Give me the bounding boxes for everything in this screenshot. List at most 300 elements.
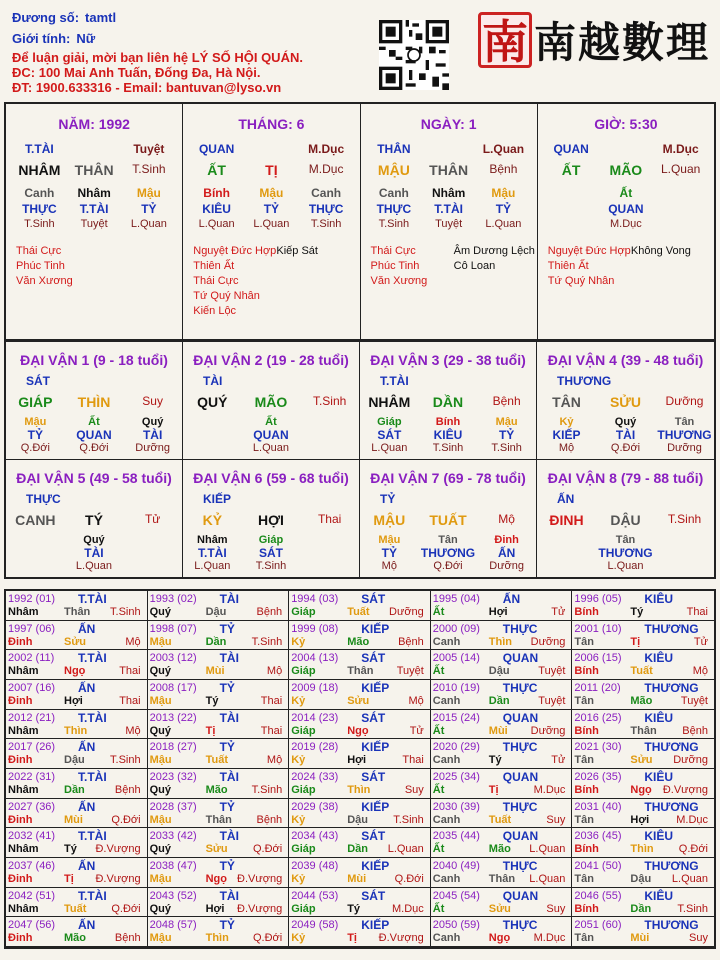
year-stem: Bính bbox=[574, 606, 599, 618]
year-stem: Ất bbox=[432, 665, 445, 678]
year-stem: Mậu bbox=[149, 872, 172, 885]
dai-van-god-row bbox=[360, 428, 536, 442]
brand-title: 南越數理 bbox=[534, 18, 711, 67]
dai-van-stage-cell bbox=[301, 560, 359, 572]
dai-van-hidden bbox=[183, 416, 359, 428]
year-branch: Ngọ bbox=[347, 724, 369, 737]
year-cell[interactable] bbox=[148, 828, 290, 858]
year-cell[interactable] bbox=[289, 858, 431, 888]
star-item: Thiên Ất bbox=[547, 260, 589, 272]
year-branch: Thìn bbox=[488, 635, 513, 648]
year-label: 2040 (49) bbox=[432, 859, 480, 872]
year-label: 2004 (13) bbox=[291, 652, 339, 665]
year-branch: Sửu bbox=[64, 635, 87, 648]
dai-van-title: ĐẠI VẬN 8 (79 - 88 tuổi) bbox=[547, 470, 704, 486]
dai-van-stage-cell bbox=[183, 442, 241, 454]
dai-van-hidden bbox=[6, 416, 182, 428]
year-label: 2035 (44) bbox=[432, 830, 480, 843]
year-cell[interactable] bbox=[289, 888, 431, 918]
pillar-low-cell: M.Dục bbox=[609, 218, 642, 230]
year-branch: Sửu bbox=[205, 843, 228, 856]
year-cell[interactable] bbox=[289, 710, 431, 740]
year-stage: Bệnh bbox=[256, 606, 283, 618]
pillars-grid bbox=[4, 102, 716, 341]
pillar-sub-cell bbox=[654, 186, 708, 200]
dai-van-main bbox=[537, 394, 714, 410]
year-cell[interactable] bbox=[148, 710, 290, 740]
star-item: Nguyệt Đức Hợp bbox=[193, 245, 277, 257]
year-stem: Quý bbox=[149, 724, 171, 737]
dai-van-god: SÁT bbox=[26, 374, 50, 388]
year-label: 2010 (19) bbox=[432, 681, 480, 694]
year-cell[interactable] bbox=[431, 799, 573, 829]
year-cell[interactable] bbox=[6, 799, 148, 829]
year-stage: Thai bbox=[402, 754, 424, 767]
year-god: T.TÀI bbox=[78, 769, 107, 784]
year-stem: Ất bbox=[432, 843, 445, 856]
year-stem: Giáp bbox=[291, 724, 316, 737]
dai-van-god-cell: THƯƠNG bbox=[598, 546, 653, 560]
dai-van-stage-row bbox=[537, 560, 714, 572]
year-stage: M.Dục bbox=[392, 902, 424, 915]
pillar-0 bbox=[6, 104, 183, 339]
year-stage: L.Quan bbox=[529, 843, 566, 856]
year-stem: Mậu bbox=[149, 635, 172, 648]
year-stage: Đ.Vượng bbox=[237, 902, 283, 915]
dai-van-hidden-cell: Quý bbox=[614, 416, 637, 428]
year-cell[interactable] bbox=[148, 591, 290, 621]
year-branch: Dậu bbox=[205, 606, 227, 618]
year-branch: Mão bbox=[64, 932, 86, 945]
year-label: 2020 (29) bbox=[432, 741, 480, 754]
year-cell[interactable] bbox=[572, 799, 714, 829]
qr-code-icon[interactable] bbox=[379, 20, 449, 90]
year-cell[interactable] bbox=[572, 621, 714, 651]
year-stage: T.Sinh bbox=[110, 606, 141, 618]
year-god: QUAN bbox=[502, 829, 539, 844]
year-label: 2030 (39) bbox=[432, 800, 480, 813]
year-cell[interactable] bbox=[148, 769, 290, 799]
dai-van-stage-cell: Dưỡng bbox=[489, 560, 525, 572]
year-cell[interactable] bbox=[572, 917, 714, 947]
year-god: TÀI bbox=[219, 829, 239, 844]
pillar-pri-row bbox=[6, 202, 182, 216]
dai-van-stage-cell: Q.Đới bbox=[79, 442, 109, 454]
year-branch: Mão bbox=[488, 843, 511, 856]
year-branch: Tý bbox=[205, 694, 219, 707]
dai-van-main-cell: Tử bbox=[144, 512, 161, 526]
dai-van-main-cell: DẬU bbox=[610, 512, 641, 528]
year-cell[interactable] bbox=[289, 769, 431, 799]
year-cell[interactable] bbox=[289, 680, 431, 710]
pillar-top-row bbox=[183, 142, 359, 156]
year-god: THỰC bbox=[502, 918, 538, 933]
dai-van-main-cell: KỶ bbox=[202, 512, 223, 528]
year-god: TÀI bbox=[219, 769, 239, 784]
year-label: 2016 (25) bbox=[574, 711, 622, 724]
year-cell[interactable] bbox=[431, 621, 573, 651]
year-stage: Tuyệt bbox=[538, 665, 566, 678]
year-god: ẤN bbox=[78, 799, 96, 814]
year-stem: Bính bbox=[574, 902, 599, 915]
year-cell[interactable] bbox=[6, 710, 148, 740]
year-stage: Bệnh bbox=[682, 724, 708, 737]
year-stage: T.Sinh bbox=[677, 902, 708, 915]
year-cell[interactable] bbox=[6, 858, 148, 888]
dai-van-hidden bbox=[360, 534, 536, 546]
year-god: KIẾP bbox=[361, 740, 390, 755]
dai-van-main-cell: NHÂM bbox=[368, 394, 411, 410]
year-god: QUAN bbox=[502, 769, 539, 784]
year-label: 2008 (17) bbox=[149, 681, 197, 694]
year-cell[interactable] bbox=[148, 739, 290, 769]
year-branch: Dần bbox=[64, 783, 85, 796]
year-cell[interactable] bbox=[572, 888, 714, 918]
year-cell[interactable] bbox=[431, 888, 573, 918]
dai-van-hidden-cell bbox=[301, 416, 359, 428]
year-god: SÁT bbox=[361, 888, 386, 903]
year-label: 2002 (11) bbox=[8, 652, 55, 665]
star-item: Thái Cực bbox=[16, 245, 62, 257]
year-branch: Dậu bbox=[488, 665, 510, 678]
pillar-pri-cell bbox=[654, 202, 708, 216]
year-branch: Ngọ bbox=[205, 872, 227, 885]
pillar-low-cell: Tuyệt bbox=[435, 218, 463, 230]
year-cell[interactable] bbox=[289, 799, 431, 829]
year-label: 2051 (60) bbox=[574, 919, 622, 932]
year-cell[interactable] bbox=[148, 888, 290, 918]
dai-van-god: KIẾP bbox=[203, 492, 232, 506]
pillar-top-cell bbox=[599, 142, 653, 156]
dai-van-god-cell bbox=[655, 546, 713, 560]
year-stage: Đ.Vượng bbox=[237, 872, 283, 885]
dai-van-god-cell: KIẾP bbox=[552, 428, 581, 442]
year-god: THƯƠNG bbox=[644, 740, 699, 755]
dai-van-hidden-cell: Mậu bbox=[495, 416, 518, 428]
year-stem: Canh bbox=[432, 754, 461, 767]
year-cell[interactable] bbox=[6, 888, 148, 918]
dai-van-main-cell: ĐINH bbox=[549, 512, 584, 528]
year-branch: Dần bbox=[630, 902, 652, 915]
dai-van-main-cell: Dưỡng bbox=[665, 394, 704, 408]
year-god: SÁT bbox=[361, 651, 386, 666]
pillar-main-cell: Bệnh bbox=[489, 162, 518, 176]
year-cell[interactable] bbox=[431, 769, 573, 799]
year-cell[interactable] bbox=[289, 739, 431, 769]
year-cell[interactable] bbox=[572, 680, 714, 710]
year-label: 1999 (08) bbox=[291, 622, 339, 635]
year-label: 2033 (42) bbox=[149, 830, 197, 843]
dai-van-stage-cell: L.Quan bbox=[75, 560, 113, 572]
year-stem: Quý bbox=[149, 843, 171, 856]
year-branch: Tý bbox=[347, 902, 361, 915]
dai-van-hidden bbox=[537, 534, 714, 546]
year-stage: Tuyệt bbox=[680, 694, 708, 707]
year-cell[interactable] bbox=[431, 858, 573, 888]
year-god: SÁT bbox=[361, 710, 386, 725]
pillar-main-cell: ẤT bbox=[207, 162, 226, 178]
year-branch: Tuất bbox=[488, 813, 512, 826]
year-god: THỰC bbox=[502, 858, 538, 873]
year-stem: Canh bbox=[432, 635, 461, 648]
year-cell[interactable] bbox=[6, 739, 148, 769]
star-item: Kiến Lộc bbox=[193, 305, 237, 317]
year-label: 2028 (37) bbox=[149, 800, 197, 813]
year-cell[interactable] bbox=[431, 739, 573, 769]
year-cell[interactable] bbox=[572, 769, 714, 799]
year-cell[interactable] bbox=[431, 917, 573, 947]
dai-van-god-row bbox=[360, 546, 536, 560]
pillar-top-cell bbox=[67, 142, 121, 156]
dai-van-god-cell: KIÊU bbox=[433, 428, 463, 442]
dai-van-cell-6[interactable] bbox=[183, 459, 360, 577]
year-cell[interactable] bbox=[431, 828, 573, 858]
year-stem: Đinh bbox=[8, 635, 33, 648]
pillar-stars-right bbox=[454, 244, 537, 289]
year-cell[interactable] bbox=[572, 739, 714, 769]
year-god: TỶ bbox=[219, 858, 235, 873]
year-label: 2023 (32) bbox=[149, 770, 197, 783]
dai-van-main-cell: MẬU bbox=[373, 512, 406, 528]
year-stem: Nhâm bbox=[8, 843, 39, 856]
pillar-main-cell: TỊ bbox=[265, 162, 278, 178]
pillar-sub-row bbox=[361, 186, 537, 200]
year-cell[interactable] bbox=[289, 828, 431, 858]
pillar-pri-cell: THỰC bbox=[308, 202, 344, 216]
year-label: 1992 (01) bbox=[8, 593, 56, 605]
year-label: 2048 (57) bbox=[149, 919, 197, 932]
pillar-sub-cell: Bính bbox=[203, 186, 230, 200]
year-god: KIÊU bbox=[644, 710, 674, 725]
dai-van-main bbox=[537, 512, 714, 528]
year-stage: Mộ bbox=[125, 635, 141, 648]
dai-van-title: ĐẠI VẬN 1 (9 - 18 tuổi) bbox=[20, 352, 168, 368]
year-stage: T.Sinh bbox=[110, 754, 141, 767]
year-label: 2032 (41) bbox=[8, 830, 56, 843]
year-stem: Nhâm bbox=[8, 902, 39, 915]
year-branch: Thìn bbox=[347, 783, 371, 796]
year-stem: Bính bbox=[574, 843, 599, 856]
pillar-pri-cell: QUAN bbox=[608, 202, 644, 216]
dai-van-main bbox=[6, 394, 182, 410]
year-branch: Ngọ bbox=[630, 783, 652, 796]
year-cell[interactable] bbox=[6, 650, 148, 680]
year-label: 2005 (14) bbox=[432, 652, 480, 665]
dai-van-hidden bbox=[537, 416, 714, 428]
dai-van-title: ĐẠI VẬN 5 (49 - 58 tuổi) bbox=[16, 470, 172, 486]
dai-van-god-row bbox=[537, 546, 714, 560]
pillar-pri-cell: TỶ bbox=[263, 202, 280, 216]
year-god: KIÊU bbox=[644, 651, 674, 666]
pillar-low-cell bbox=[654, 218, 708, 230]
year-god: T.TÀI bbox=[78, 710, 107, 725]
year-stage: Mộ bbox=[266, 754, 283, 767]
dai-van-main-cell: Thai bbox=[317, 512, 342, 526]
year-god: TÀI bbox=[219, 592, 239, 606]
year-stem: Ất bbox=[432, 724, 445, 737]
dai-van-hidden-cell: Tân bbox=[674, 416, 695, 428]
year-god: QUAN bbox=[502, 888, 539, 903]
year-branch: Sửu bbox=[488, 902, 511, 915]
pillar-sub-cell bbox=[544, 186, 598, 200]
year-cell[interactable] bbox=[289, 591, 431, 621]
year-stage: L.Quan bbox=[529, 872, 566, 885]
year-stage: T.Sinh bbox=[393, 813, 424, 826]
dai-van-god: TỶ bbox=[380, 492, 396, 506]
pillar-low-cell: L.Quan bbox=[485, 218, 522, 230]
year-cell[interactable] bbox=[289, 650, 431, 680]
year-cell[interactable] bbox=[572, 828, 714, 858]
year-stage: Suy bbox=[546, 813, 566, 826]
dai-van-cell-4[interactable] bbox=[537, 341, 714, 459]
year-cell[interactable] bbox=[572, 650, 714, 680]
year-label: 2044 (53) bbox=[291, 889, 339, 902]
year-branch: Thân bbox=[630, 724, 657, 737]
year-cell[interactable] bbox=[6, 828, 148, 858]
star-item: Kiếp Sát bbox=[276, 245, 318, 257]
year-cell[interactable] bbox=[572, 858, 714, 888]
year-god: SÁT bbox=[361, 829, 386, 844]
dai-van-stage-cell bbox=[655, 560, 713, 572]
pillar-title: GIỜ: 5:30 bbox=[594, 116, 658, 132]
year-cell[interactable] bbox=[431, 710, 573, 740]
pillar-low-row bbox=[6, 218, 182, 230]
star-item: Thái Cực bbox=[193, 275, 239, 287]
dai-van-main-cell: SỬU bbox=[609, 394, 642, 410]
year-stage: T.Sinh bbox=[251, 783, 283, 796]
dai-van-stage-row bbox=[6, 560, 182, 572]
dai-van-hidden-cell: Ất bbox=[265, 416, 277, 428]
pillar-main-row bbox=[361, 162, 537, 178]
year-cell[interactable] bbox=[6, 680, 148, 710]
dai-van-cell-1[interactable] bbox=[6, 341, 183, 459]
year-stage: Q.Đới bbox=[252, 932, 283, 945]
star-item: Tứ Quý Nhân bbox=[193, 290, 260, 302]
dai-van-god-cell bbox=[6, 546, 64, 560]
year-cell[interactable] bbox=[431, 650, 573, 680]
year-stem: Tân bbox=[574, 635, 594, 648]
dai-van-hidden-cell: Ất bbox=[88, 416, 100, 428]
dai-van-stage-row bbox=[183, 442, 359, 454]
dai-van-title: ĐẠI VẬN 4 (39 - 48 tuổi) bbox=[547, 352, 704, 368]
year-cell[interactable] bbox=[148, 858, 290, 888]
pillar-title: NĂM: 1992 bbox=[58, 116, 130, 132]
dai-van-hidden-cell bbox=[537, 534, 595, 546]
dai-van-god-cell: SÁT bbox=[377, 428, 402, 442]
year-stage: Tuyệt bbox=[396, 665, 424, 678]
owner-label: Đương số: bbox=[12, 10, 80, 25]
year-cell[interactable] bbox=[572, 591, 714, 621]
pillar-title: NGÀY: 1 bbox=[420, 116, 477, 132]
year-branch: Thân bbox=[347, 665, 374, 678]
year-branch: Thìn bbox=[205, 932, 229, 945]
dai-van-cell-8[interactable] bbox=[537, 459, 714, 577]
year-cell[interactable] bbox=[148, 621, 290, 651]
year-stage: M.Dục bbox=[533, 932, 566, 945]
year-cell[interactable] bbox=[148, 799, 290, 829]
year-label: 2014 (23) bbox=[291, 711, 339, 724]
dai-van-main-cell: TÂN bbox=[552, 394, 581, 410]
dai-van-cell-3[interactable] bbox=[360, 341, 537, 459]
year-god: TÀI bbox=[219, 651, 239, 666]
star-item: Cô Loan bbox=[453, 260, 496, 272]
year-branch: Hợi bbox=[205, 902, 225, 915]
year-cell[interactable] bbox=[6, 591, 148, 621]
dai-van-stage-cell: T.Sinh bbox=[491, 442, 522, 454]
year-god: KIẾP bbox=[361, 799, 390, 814]
pillar-top-cell: T.TÀI bbox=[25, 142, 54, 156]
year-cell[interactable] bbox=[289, 621, 431, 651]
year-branch: Sửu bbox=[630, 754, 653, 767]
year-cell[interactable] bbox=[148, 650, 290, 680]
year-cell[interactable] bbox=[6, 769, 148, 799]
year-cell[interactable] bbox=[148, 917, 290, 947]
dai-van-cell-2[interactable] bbox=[183, 341, 360, 459]
dai-van-stage-row bbox=[183, 560, 359, 572]
year-branch: Tị bbox=[630, 635, 641, 648]
year-label: 2050 (59) bbox=[432, 919, 480, 932]
pillar-3 bbox=[538, 104, 714, 339]
dai-van-stage-cell: Mộ bbox=[381, 560, 397, 572]
dai-van-stage-cell: L.Quan bbox=[194, 560, 231, 572]
year-stage: Đ.Vượng bbox=[95, 843, 141, 856]
pillar-stars-left bbox=[183, 244, 276, 319]
year-branch: Hợi bbox=[64, 694, 83, 707]
year-stage: Mộ bbox=[125, 724, 141, 737]
year-cell[interactable] bbox=[572, 710, 714, 740]
year-cell[interactable] bbox=[6, 917, 148, 947]
year-god: THƯƠNG bbox=[644, 680, 699, 695]
phone-email-line: ĐT: 1900.633316 - Email: bantuvan@lyso.vn bbox=[12, 80, 282, 95]
pillar-sub-cell: Mậu bbox=[491, 186, 516, 200]
pillar-top-row bbox=[538, 142, 714, 156]
star-item: Phúc Tinh bbox=[370, 260, 420, 272]
dai-van-main-cell: TÝ bbox=[85, 512, 103, 528]
pillar-sub-cell: Canh bbox=[378, 186, 409, 200]
year-cell[interactable] bbox=[431, 680, 573, 710]
year-branch: Tý bbox=[630, 606, 644, 618]
dai-van-cell-7[interactable] bbox=[360, 459, 537, 577]
pillar-pri-cell: KIÊU bbox=[202, 202, 231, 216]
owner-value: tamtl bbox=[85, 10, 117, 25]
year-label: 2012 (21) bbox=[8, 711, 56, 724]
year-stage: Dưỡng bbox=[530, 635, 566, 648]
year-stem: Canh bbox=[432, 813, 461, 826]
year-god: T.TÀI bbox=[78, 888, 107, 903]
pillar-sub-cell: Nhâm bbox=[431, 186, 466, 200]
dai-van-stage-cell: Q.Đới bbox=[20, 442, 50, 454]
year-cell[interactable] bbox=[148, 680, 290, 710]
pillar-sub-cell: Canh bbox=[24, 186, 55, 200]
dai-van-hidden-cell: Nhâm bbox=[197, 534, 228, 546]
year-label: 1994 (03) bbox=[291, 593, 339, 605]
year-cell[interactable] bbox=[6, 621, 148, 651]
year-cell[interactable] bbox=[431, 591, 573, 621]
dai-van-hidden-cell: Tân bbox=[615, 534, 636, 546]
dai-van-cell-5[interactable] bbox=[6, 459, 183, 577]
dai-van-god-row bbox=[183, 546, 359, 560]
year-stem: Kỷ bbox=[291, 635, 306, 648]
pillar-stars-right bbox=[631, 244, 714, 289]
year-label: 2034 (43) bbox=[291, 830, 339, 843]
year-cell[interactable] bbox=[289, 917, 431, 947]
year-stem: Mậu bbox=[149, 932, 172, 945]
pillar-top-cell: L.Quan bbox=[482, 142, 525, 156]
dai-van-stage-cell: Q.Đới bbox=[610, 442, 641, 454]
year-stem: Quý bbox=[149, 783, 171, 796]
pillar-2 bbox=[361, 104, 538, 339]
year-label: 2036 (45) bbox=[574, 830, 622, 843]
